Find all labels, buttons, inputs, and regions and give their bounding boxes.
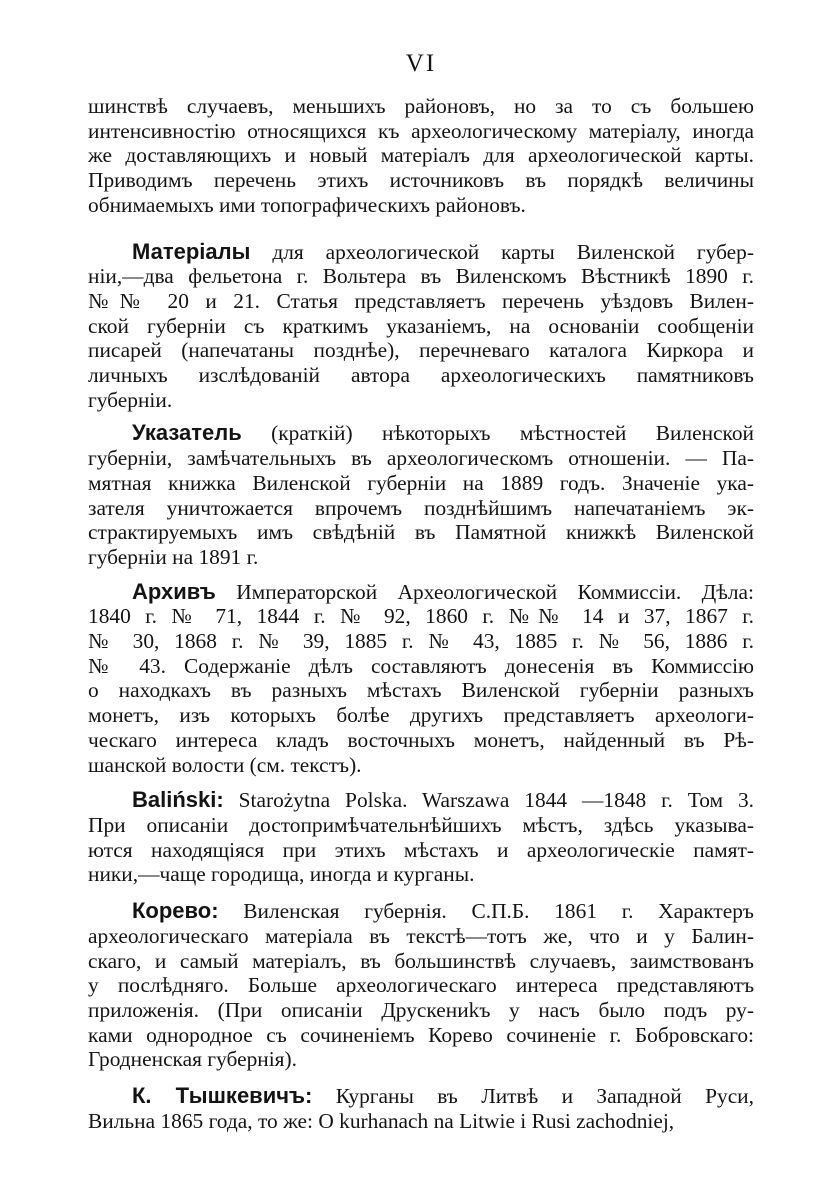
text-line: монетъ, изъ которыхъ болѣе другихъ представляетъ археологи- — [88, 703, 754, 728]
entry-tyshkevich — [88, 1084, 754, 1133]
entry-first-text: Императорской Археологической Коммиссіи. Дѣла: — [236, 579, 754, 604]
text-line: губерніи, замѣчательныхъ въ археологическомъ отношеніи. — Па- — [88, 446, 754, 471]
text-line: личныхъ изслѣдованій автора археологическихъ памятниковъ — [88, 363, 754, 388]
text-line: ніи,—два фельетона г. Вольтера въ Виленскомъ Вѣстникѣ 1890 г. — [88, 264, 754, 289]
text-line: №№ 20 и 21. Статья представляетъ перечень уѣздовъ Вилен- — [88, 288, 754, 313]
text-line: мятная книжка Виленской губерніи на 1889 годъ. Значеніе ука- — [88, 470, 754, 495]
text-line: археологическаго матеріала въ текстѣ—тотъ же, что и у Балин- — [88, 923, 754, 948]
text-line: ники,—чаще городища, иногда и курганы. — [88, 862, 475, 887]
text-line: ческаго интереса кладъ восточныхъ монетъ, найденный въ Рѣ- — [88, 727, 754, 752]
entry-first-text: (краткій) нѣкоторыхъ мѣстностей Виленской — [271, 421, 754, 446]
entry-first-text: Курганы въ Литвѣ и Западной Руси, — [335, 1084, 754, 1109]
text-line: Вильна 1865 года, то же: O kurhanach na Litwie i Rusi zachodniej, — [88, 1108, 675, 1133]
text-line: писарей (напечатаны позднѣе), перечневаго каталога Киркора и — [88, 338, 754, 363]
entry-first-text: для археологической карты Виленской губер- — [272, 239, 754, 264]
entry-first-line — [88, 580, 754, 605]
text-line: обнимаемыхъ ими топографическихъ районовъ. — [88, 192, 526, 217]
text-line: ются находящіяся при этихъ мѣстахъ и археологическіе памят- — [88, 837, 754, 862]
text-line: же доставляющихъ и новый матеріалъ для археологической карты. — [88, 143, 754, 168]
entry-balinski — [88, 788, 754, 887]
page-number: VI — [405, 50, 437, 77]
text-line: шинствѣ случаевъ, меньшихъ районовъ, но за то съ большею — [88, 94, 754, 118]
text-line: № 43. Содержаніе дѣлъ составляютъ донесенія въ Коммиссію — [88, 653, 754, 678]
entry-heading: Архивъ — [132, 578, 216, 604]
entry-korevo — [88, 899, 754, 1072]
document-page — [88, 48, 754, 1133]
text-line: шанской волости (см. текстъ). — [88, 752, 362, 777]
text-line: приложенія. (При описаніи Друскениkъ у насъ было подъ ру- — [88, 997, 754, 1022]
text-line: ской губерніи съ краткимъ указаніемъ, на основаніи сообщеніи — [88, 313, 754, 338]
text-line: При описаніи достопримѣчательнѣйшихъ мѣстъ, здѣсь указыва- — [88, 812, 754, 837]
text-line: о находкахъ въ разныхъ мѣстахъ Виленской губерніи разныхъ — [88, 678, 754, 703]
text-line: Гродненская губернія). — [88, 1047, 297, 1072]
entry-materialy — [88, 240, 754, 413]
text-line: 1840 г. № 71, 1844 г. № 92, 1860 г. №№ 14 и 37, 1867 г. — [88, 604, 754, 629]
entry-arkhiv — [88, 580, 754, 778]
text-line: губерніи на 1891 г. — [88, 544, 259, 569]
entry-first-line — [88, 240, 754, 265]
entry-first-line — [88, 899, 754, 924]
entry-first-text: Виленская губернія. С.П.Б. 1861 г. Характеръ — [243, 899, 754, 924]
text-line: зателя уничтожается впрочемъ позднѣйшимъ напечатаніемъ эк- — [88, 495, 754, 520]
text-line: страктируемыхъ имъ свѣдѣній въ Памятной книжкѣ Виленской — [88, 520, 754, 545]
entry-heading: Корево: — [132, 898, 219, 924]
text-line: у послѣдняго. Больше археологическаго интереса представляютъ — [88, 973, 754, 998]
entry-heading: Baliński: — [132, 787, 224, 813]
entry-heading: Указатель — [132, 420, 242, 446]
text-line: ками однородное съ сочиненіемъ Корево сочиненіе г. Бобровскаго: — [88, 1022, 754, 1047]
text-line: губерніи. — [88, 387, 173, 412]
text-line: скаго, и самый матеріалъ, въ большинствѣ случаевъ, заимствованъ — [88, 948, 754, 973]
entry-first-line — [88, 421, 754, 446]
text-line: Приводимъ перечень этихъ источниковъ въ порядкѣ величины — [88, 168, 754, 193]
intro-paragraph — [88, 94, 754, 218]
text-line: № 30, 1868 г. № 39, 1885 г. № 43, 1885 г. № 56, 1886 г. — [88, 629, 754, 654]
entry-ukazatel — [88, 421, 754, 569]
entry-first-text: Starożytna Polska. Warszawa 1844 —1848 г. Том 3. — [238, 788, 754, 813]
text-line: интенсивностію относящихся къ археологическому матеріалу, иногда — [88, 118, 754, 143]
entry-first-line — [88, 1084, 754, 1109]
entry-heading: Матеріалы — [132, 238, 251, 264]
entry-first-line — [88, 788, 754, 813]
entry-heading: К. Тышкевичъ: — [132, 1083, 313, 1109]
